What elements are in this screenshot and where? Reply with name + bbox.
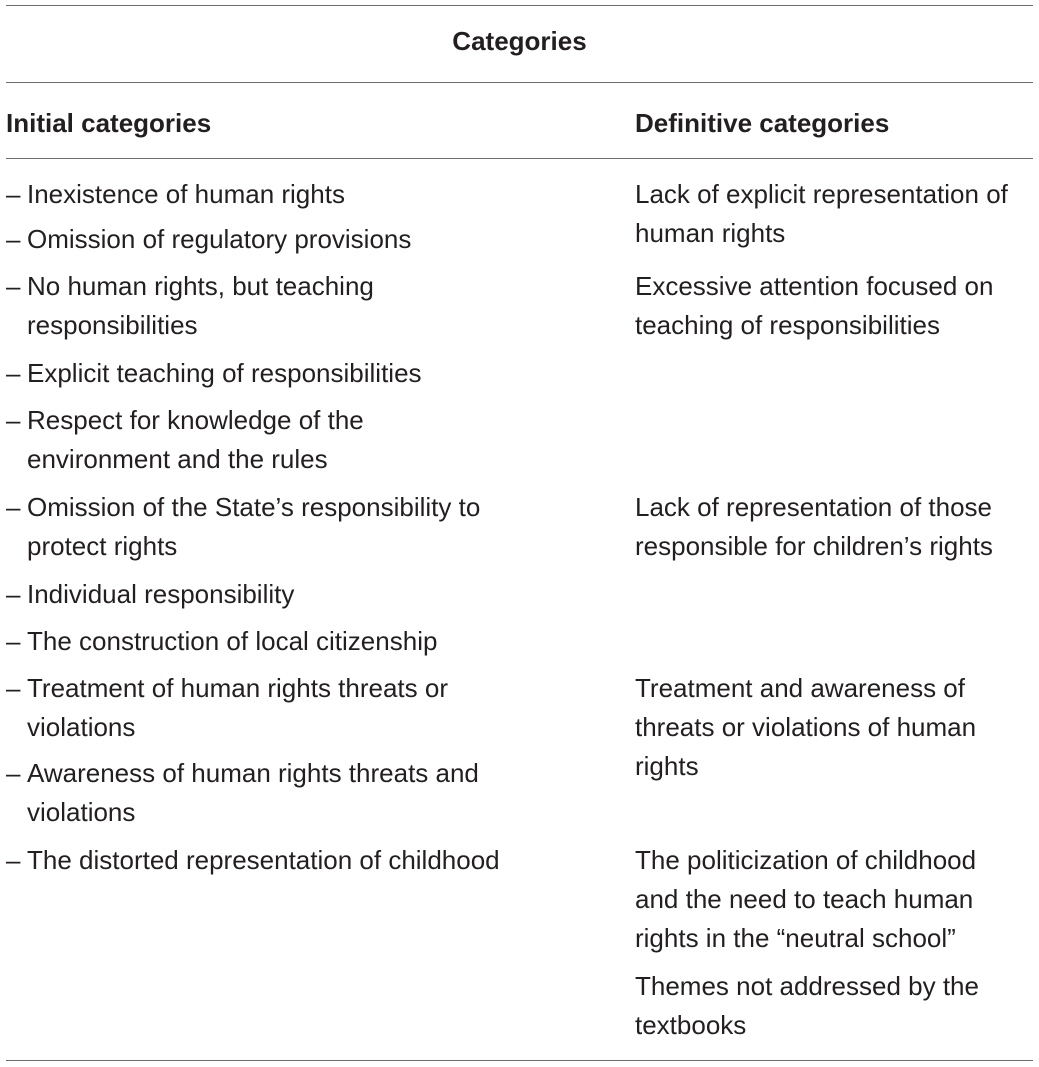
initial-item: – Individual responsibility [6,579,295,609]
definitive-item: Treatment and awareness of threats or violations of human rights [635,673,977,781]
initial-item: – Omission of regulatory provisions [6,224,412,254]
definitive-item: The politicization of childhood and the need to teach human rights in the “neutral school” [635,845,977,953]
title-rule [6,82,1033,83]
header-initial-categories: Initial categories [6,108,212,138]
bottom-rule [6,1060,1033,1061]
initial-item: – Explicit teaching of responsibilities [6,358,422,388]
header-definitive-categories: Definitive categories [635,108,890,138]
definitive-item: Themes not addressed by the textbooks [635,971,979,1040]
definitive-item: Excessive attention focused on teaching of responsibilities [635,271,994,340]
initial-item: – The distorted representation of childhood [6,845,500,875]
initial-item: – Omission of the State’s responsibility to protect rights [6,492,481,561]
initial-item: – Respect for knowledge of the environment and the rules [6,405,364,474]
top-rule [6,5,1033,6]
initial-item: – Awareness of human rights threats and violations [6,758,479,827]
initial-item: – The construction of local citizenship [6,626,438,656]
initial-item: – Treatment of human rights threats or violations [6,673,449,742]
definitive-item: Lack of representation of those responsible for children’s rights [635,492,993,561]
table-title: Categories [452,26,587,56]
initial-item: – Inexistence of human rights [6,179,345,209]
initial-item: – No human rights, but teaching responsibilities [6,271,374,340]
definitive-item: Lack of explicit representation of human rights [635,179,1008,248]
header-rule [6,158,1033,159]
